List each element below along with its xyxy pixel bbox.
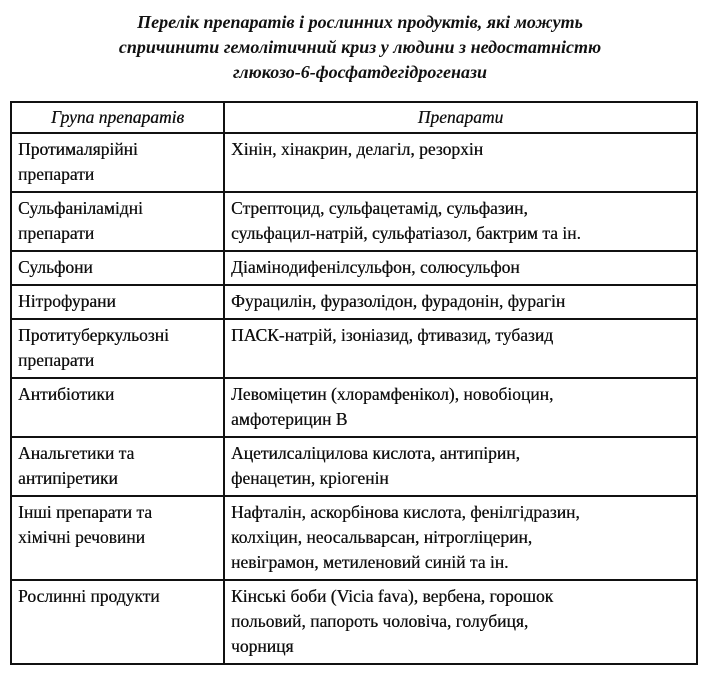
group-cell — [11, 192, 224, 251]
cell-line: Нітрофурани — [18, 291, 116, 311]
cell-line: сульфацил-натрій, сульфатіазол, бактрим та ін. — [231, 223, 581, 243]
group-cell — [11, 437, 224, 496]
group-cell — [11, 580, 224, 664]
group-cell — [11, 378, 224, 437]
cell-line: фенацетин, кріогенін — [231, 468, 389, 488]
group-cell — [11, 251, 224, 285]
drugs-cell — [224, 580, 697, 664]
cell-line: Фурацилін, фуразолідон, фурадонін, фурагін — [231, 291, 566, 311]
drugs-cell — [224, 437, 697, 496]
group-cell — [11, 133, 224, 192]
cell-line: чорниця — [231, 636, 294, 656]
cell-line: ПАСК-натрій, ізоніазид, фтивазид, тубазид — [231, 325, 554, 345]
cell-line: Протитуберкульозні — [18, 325, 169, 345]
drug-table — [10, 101, 698, 665]
cell-line: колхіцин, неосальварсан, нітрогліцерин, — [231, 527, 533, 547]
group-cell — [11, 496, 224, 580]
header-group: Група препаратів — [11, 102, 224, 133]
header-drugs: Препарати — [224, 102, 697, 133]
header-row — [11, 102, 697, 133]
drugs-cell — [224, 378, 697, 437]
cell-line: Рослинні продукти — [18, 586, 160, 606]
cell-line: препарати — [18, 350, 95, 370]
drugs-cell — [224, 319, 697, 378]
drugs-cell — [224, 192, 697, 251]
cell-line: невіграмон, метиленовий синій та ін. — [231, 552, 509, 572]
title-line: спричинити гемолітичний криз у людини з недостатністю — [118, 37, 602, 57]
cell-line: польовий, папороть чоловіча, голубиця, — [231, 611, 529, 631]
table-row — [11, 192, 697, 251]
cell-line: антипіретики — [18, 468, 118, 488]
cell-line: Нафталін, аскорбінова кислота, фенілгідразин, — [231, 502, 580, 522]
cell-line: хімічні речовини — [18, 527, 145, 547]
cell-line: Сульфони — [18, 257, 93, 277]
table-row — [11, 437, 697, 496]
table-row — [11, 319, 697, 378]
cell-line: Кінські боби (Vicia fava), вербена, горошок — [231, 586, 554, 606]
cell-line: Хінін, хінакрин, делагіл, резорхін — [231, 139, 484, 159]
cell-line: Левоміцетин (хлорамфенікол), новобіоцин, — [231, 384, 554, 404]
cell-line: Протималярійні — [18, 139, 138, 159]
cell-line: Сульфаніламідні — [18, 198, 143, 218]
table-title — [0, 10, 720, 85]
group-cell — [11, 319, 224, 378]
cell-line: Інші препарати та — [18, 502, 153, 522]
table-row — [11, 251, 697, 285]
cell-line: Антибіотики — [18, 384, 115, 404]
cell-line: Стрептоцид, сульфацетамід, сульфазин, — [231, 198, 528, 218]
drugs-cell — [224, 251, 697, 285]
drugs-cell — [224, 285, 697, 319]
cell-line: Діамінодифенілсульфон, солюсульфон — [231, 257, 520, 277]
table-row — [11, 496, 697, 580]
table-row — [11, 133, 697, 192]
cell-line: амфотерицин В — [231, 409, 348, 429]
table-row — [11, 378, 697, 437]
table-row — [11, 580, 697, 664]
group-cell — [11, 285, 224, 319]
title-line: глюкозо-6-фосфатдегідрогенази — [233, 62, 487, 82]
table-row — [11, 285, 697, 319]
cell-line: препарати — [18, 223, 95, 243]
drugs-cell — [224, 496, 697, 580]
cell-line: Анальгетики та — [18, 443, 135, 463]
cell-line: Ацетилсаліцилова кислота, антипірин, — [231, 443, 520, 463]
drugs-cell — [224, 133, 697, 192]
cell-line: препарати — [18, 164, 95, 184]
title-line: Перелік препаратів і рослинних продуктів, які можуть — [137, 12, 583, 32]
